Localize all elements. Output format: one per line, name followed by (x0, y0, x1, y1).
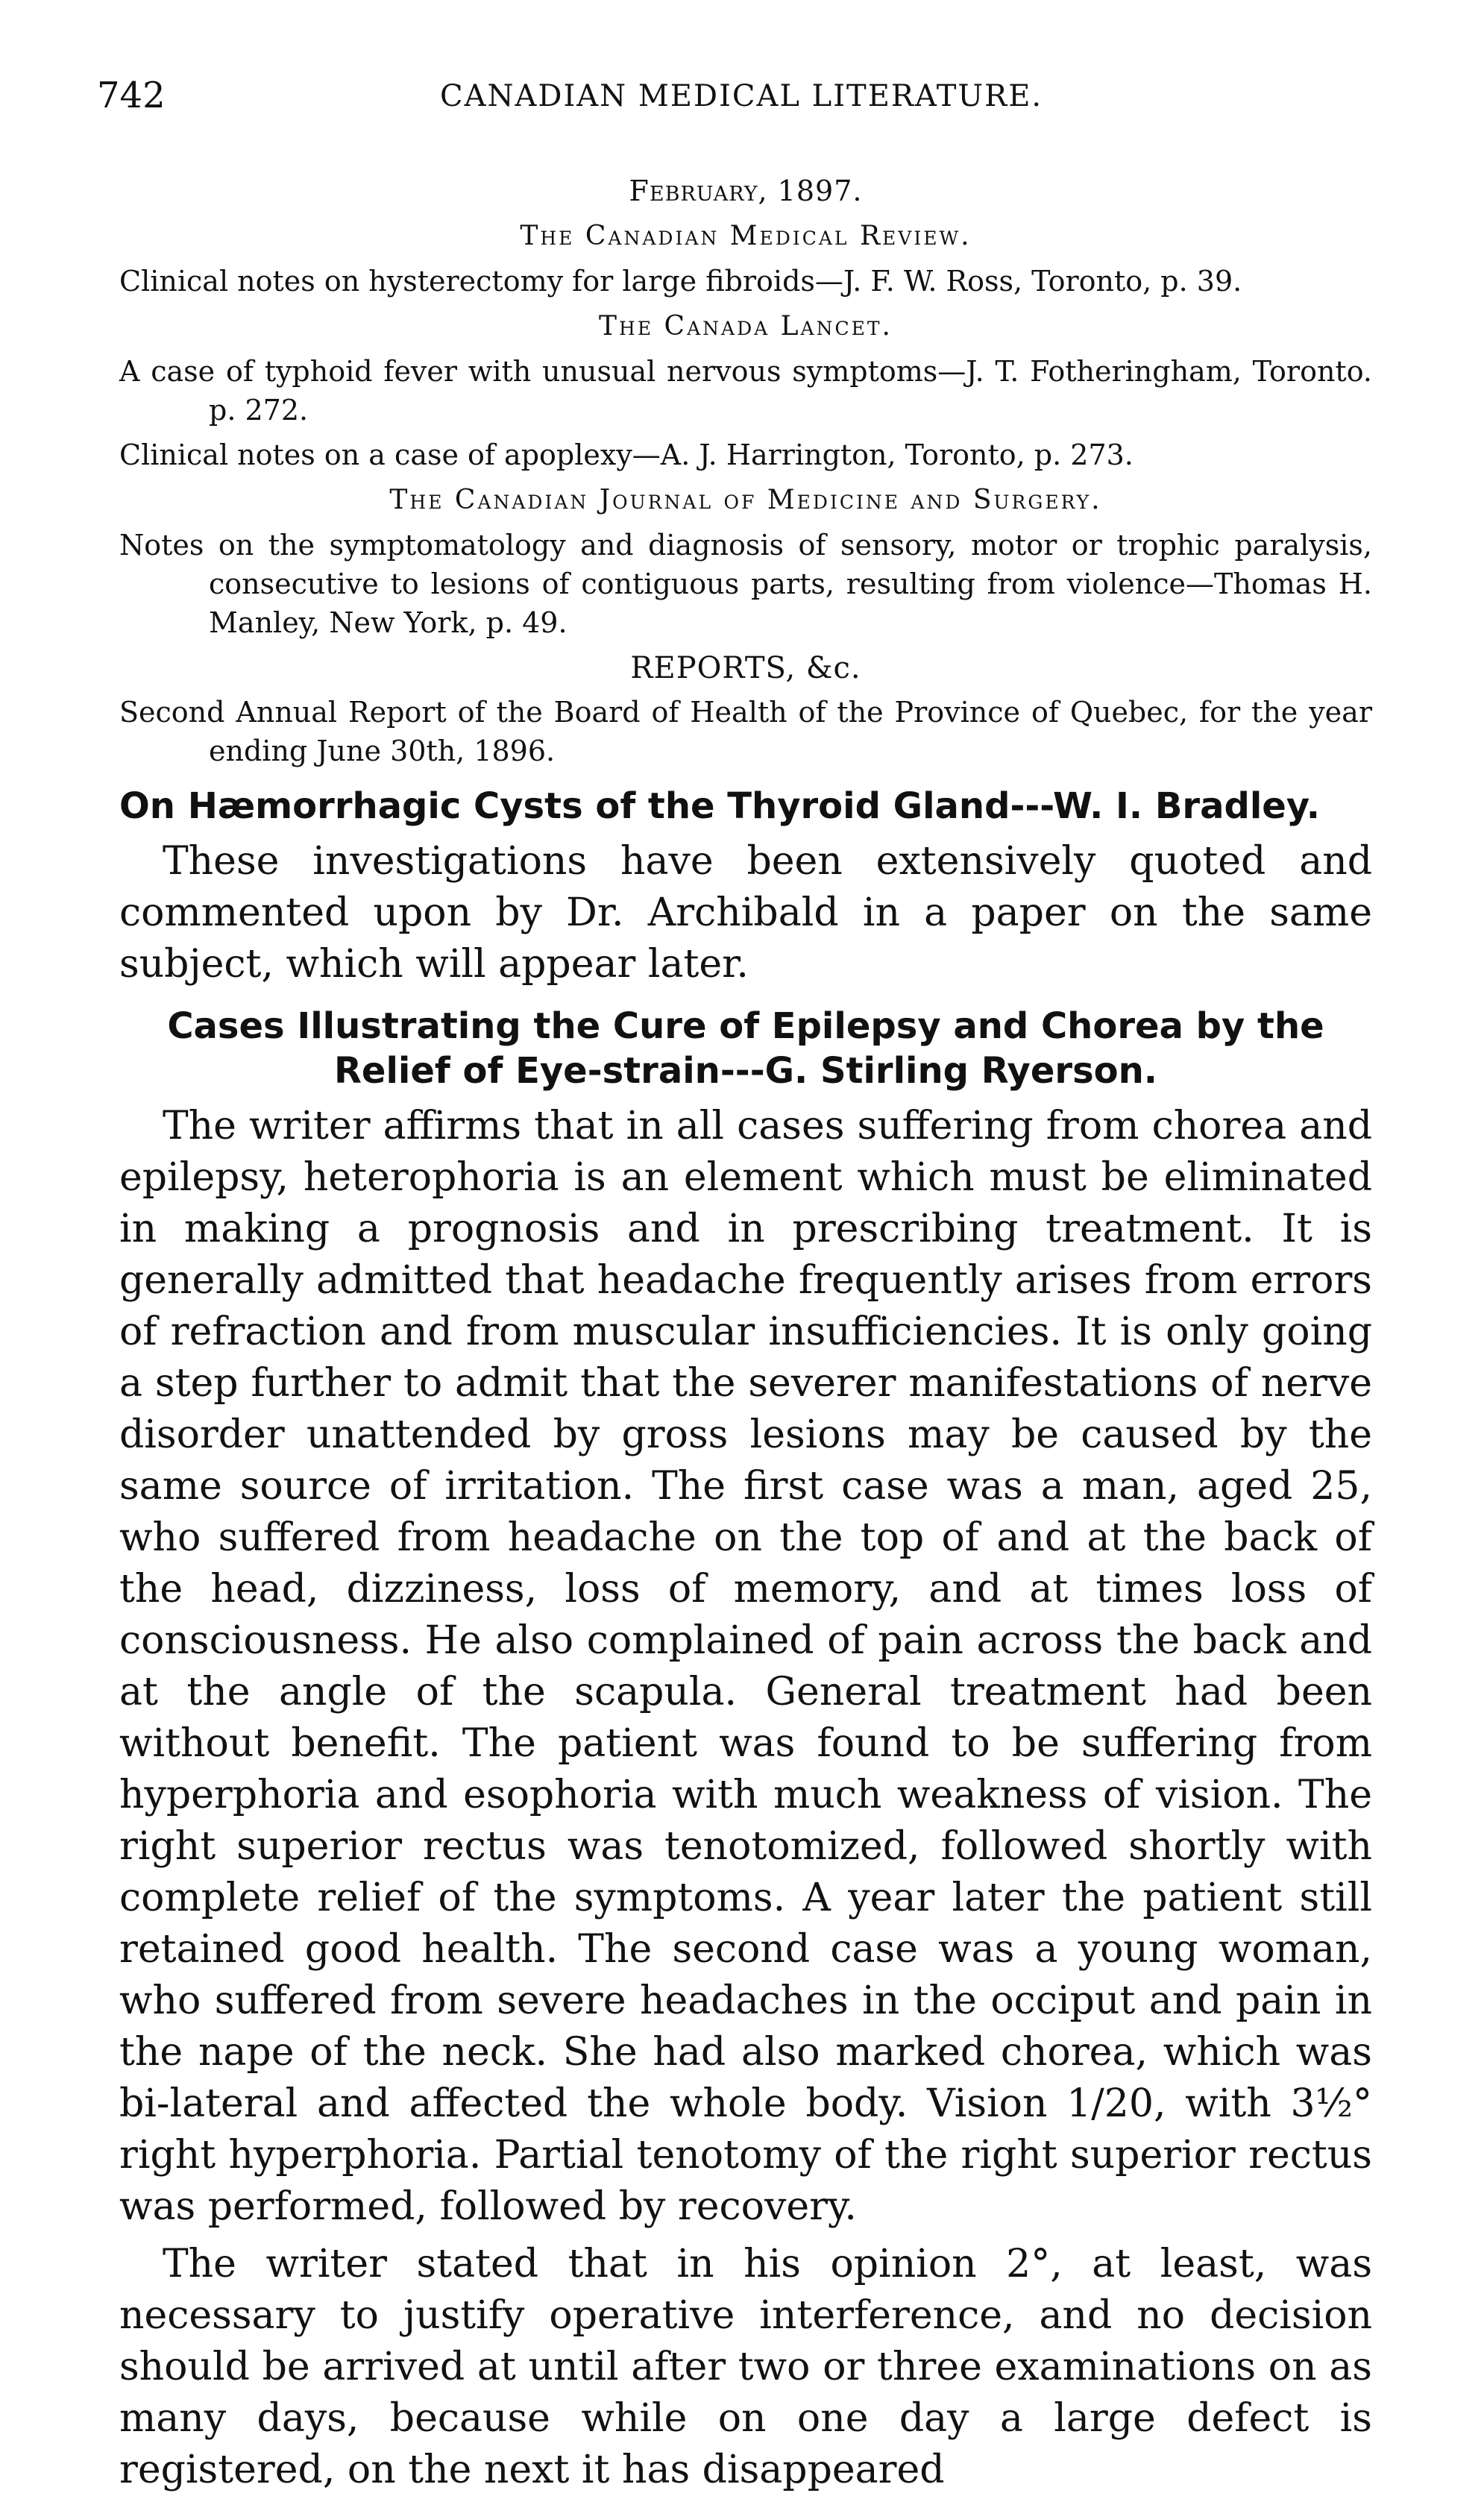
bibliography-entry: Clinical notes on hysterectomy for large fibroids—J. F. W. Ross, Toronto, p. 39. (119, 265, 1242, 298)
article-paragraph: The writer stated that in his opinion 2°, at least, was necessary to justify operative interference, and no decision should be arrived at until after two or three examinations on as many days, because while on one day a large defect is registered, on the next it has disappeared (119, 2242, 1372, 2492)
article-paragraph: These investigations have been extensively quoted and commented upon by Dr. Archibald in a paper on the same subject, which will appear later. (119, 839, 1372, 987)
article-title: Cases Illustrating the Cure of Epilepsy and Chorea by the Relief of Eye-strain---G. Stirling Ryerson. (167, 1005, 1324, 1092)
reports-heading: REPORTS, &c. (630, 651, 861, 685)
running-head (97, 75, 1372, 142)
journal-heading: The Canada Lancet. (599, 311, 893, 342)
report-entry: Second Annual Report of the Board of Health of the Province of Quebec, for the year ending June 30th, 1896. (119, 696, 1372, 767)
issue-date: February, 1897. (629, 175, 863, 207)
article-title: On Hæmorrhagic Cysts of the Thyroid Gland---W. I. Bradley. (119, 785, 1320, 827)
bibliography-entry: Clinical notes on a case of apoplexy—A. J. Harrington, Toronto, p. 273. (119, 438, 1134, 471)
page-number: 742 (97, 75, 166, 116)
journal-heading: The Canadian Journal of Medicine and Surgery. (389, 485, 1102, 515)
running-head-title: CANADIAN MEDICAL LITERATURE. (440, 79, 1043, 113)
journal-heading: The Canadian Medical Review. (520, 221, 972, 251)
bibliography-entry: A case of typhoid fever with unusual nervous symptoms—J. T. Fotheringham, Toronto. p. 272. (119, 355, 1372, 427)
article-paragraph: The writer affirms that in all cases suffering from chorea and epilepsy, heterophoria is an element which must be eliminated in making a prognosis and in prescribing treatment. It is generally admitted that headache frequently arises from errors of refraction and from muscular insufficiencies. It is only going a step further to admit that the severer manifestations of nerve disorder unattended by gross lesions may be caused by the same source of irritation. The first case was a man, aged 25, who suffered from headache on the top of and at the back of the head, dizziness, loss of memory, and at times loss of consciousness. He also complained of pain across the back and at the angle of the scapula. General treatment had been without benefit. The patient was found to be suffering from hyperphoria and esophoria with much weakness of vision. The right superior rectus was tenotomized, followed shortly with complete relief of the symptoms. A year later the patient still retained good health. The second case was a young woman, who suffered from severe headaches in the occiput and pain in the nape of the neck. She had also marked chorea, which was bi-lateral and affected the whole body. Vision 1/20, with 3½° right hyperphoria. Partial tenotomy of the right superior rectus was performed, followed by recovery. (119, 1104, 1372, 2229)
bibliography-entry: Notes on the symptomatology and diagnosis of sensory, motor or trophic paralysis, consecutive to lesions of contiguous parts, resulting from violence—Thomas H. Manley, New York, p. 49. (119, 529, 1372, 639)
